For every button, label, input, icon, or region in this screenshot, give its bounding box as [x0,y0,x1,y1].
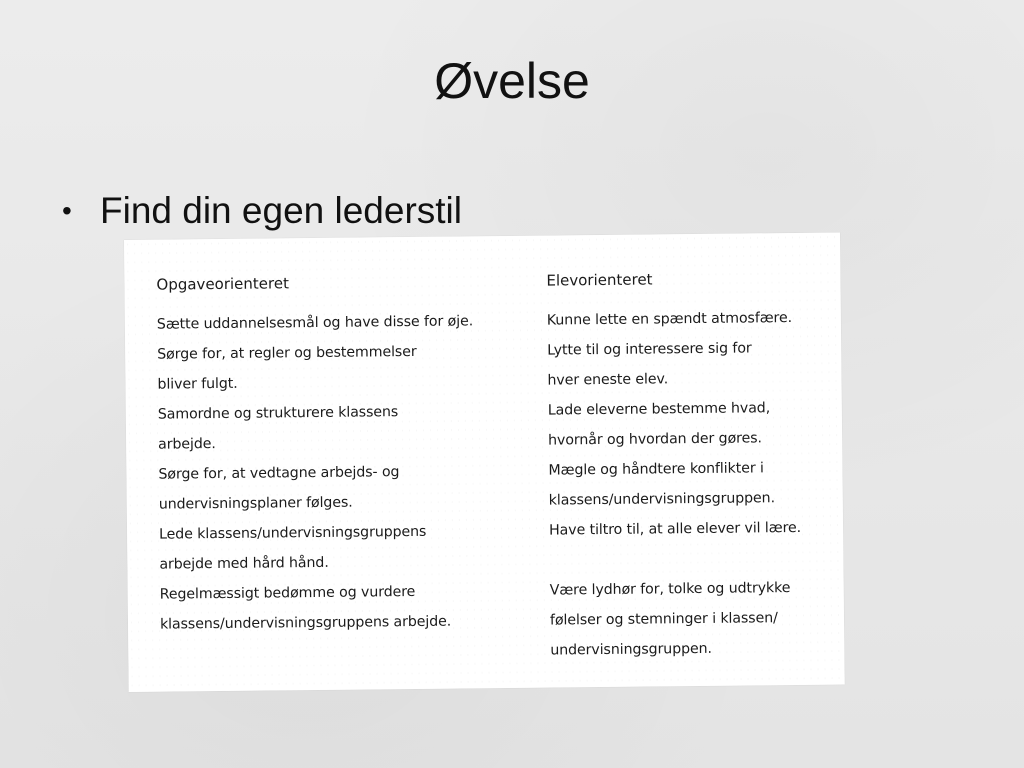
task-line: bliver fulgt. [157,375,238,393]
task-line: Lede klassens/undervisningsgruppens [159,523,427,543]
task-line: Sætte uddannelsesmål og have disse for øje. [156,313,474,333]
student-line: Have tiltro til, at alle elever vil lære. [548,519,802,539]
student-line: hvornår og hvordan der gøres. [548,430,762,449]
student-line: Mægle og håndtere konflikter i [548,460,764,479]
student-line: Være lydhør for, tolke og udtrykke [549,580,791,599]
student-line: følelser og stemninger i klassen/ [549,610,778,629]
task-line: Regelmæssigt bedømme og vurdere [159,583,416,603]
student-line: Lytte til og interessere sig for [547,340,752,359]
task-line: Samordne og strukturere klassens [157,404,399,423]
bullet-item [62,190,462,232]
task-line: arbejde. [158,436,216,453]
slide-title: Øvelse [434,53,590,109]
student-oriented-column [546,263,802,666]
task-oriented-column [156,266,476,639]
student-line: Lade eleverne bestemme hvad, [547,400,771,419]
student-line: hver eneste elev. [547,371,669,389]
task-line: Sørge for, at vedtagne arbejds- og [158,464,400,483]
student-line: klassens/undervisningsgruppen. [548,490,776,509]
task-line: klassens/undervisningsgruppens arbejde. [159,613,452,633]
task-line: arbejde med hård hånd. [159,554,329,573]
task-oriented-heading: Opgaveorienteret [156,274,290,294]
task-line: Sørge for, at regler og bestemmelser [157,343,417,363]
bullet-text: Find din egen lederstil [100,190,462,231]
student-line: Kunne lette en spændt atmosfære. [546,310,793,329]
task-line: undervisningsplaner følges. [158,494,353,513]
student-line-spacer [549,543,801,576]
student-oriented-heading: Elevorienteret [546,270,653,290]
bullet-dot-icon: • [62,195,72,226]
scanned-document-image [124,233,845,692]
student-line: undervisningsgruppen. [550,640,712,659]
